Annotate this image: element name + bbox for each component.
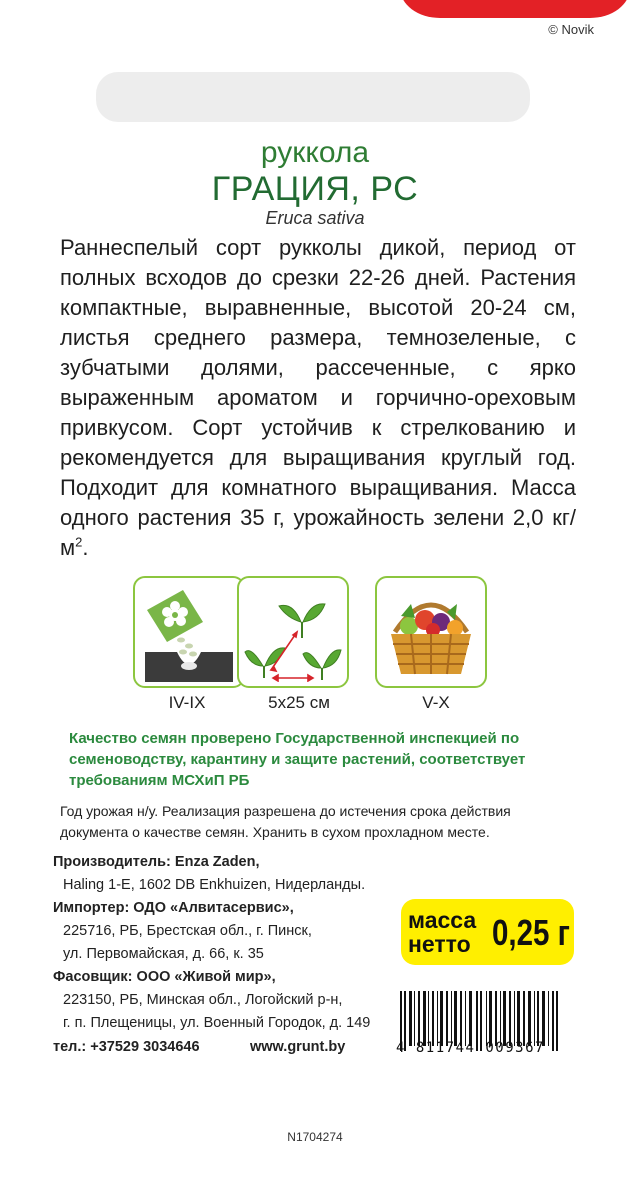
product-type: руккола <box>260 136 370 169</box>
harvest-note: Год урожая н/у. Реализация разрешена до истечения срока действия документа о качестве семян. Хранить в сухом прохладном месте. <box>60 803 511 840</box>
importer-label: Импортер: ОДО «Алвитасервис», <box>53 900 294 916</box>
packer-address-line2: г. п. Плещеницы, ул. Военный Городок, д. 149 <box>63 1015 371 1031</box>
sowing-icon <box>133 576 245 688</box>
harvest-caption: V-X <box>422 693 450 712</box>
phone-number: тел.: +37529 3034646 <box>53 1039 200 1055</box>
batch-number: N1704274 <box>287 1130 343 1144</box>
description-text: Раннеспелый сорт рукколы дикой, период от полных всходов до срезки 22-26 дней. Растения компактные, выравненные, высотой 20-24 см, листья среднего размера, темнозеленые, с зубчатыми долями, рассеченные, с ярко выраженным ароматом и горчично-ореховым привкусом. Сорт устойчив к стрелкованию и рекомендуется для выращивания круглый год. Подходит для комнатного выращивания. Масса одного растения 35 г, урожайность зелени 2,0 кг/м <box>60 235 576 560</box>
latin-name: Eruca sativa <box>265 208 365 228</box>
description-end: . <box>82 535 89 560</box>
barcode-number: 4 811744 009367 <box>396 1040 545 1056</box>
net-mass-value: 0,25 г <box>492 912 570 953</box>
description-superscript: 2 <box>75 534 83 550</box>
product-title: ГРАЦИЯ, РС <box>211 170 419 208</box>
importer-address-line2: ул. Первомайская, д. 66, к. 35 <box>63 946 264 962</box>
quality-statement: Качество семян проверено Государственной инспекцией по семеноводству, карантину и защите растений, соответствует требованиям МСХиП РБ <box>69 730 526 789</box>
product-description <box>60 233 576 563</box>
manufacturer-info <box>53 851 393 1035</box>
importer-address-line1: 225716, РБ, Брестская обл., г. Пинск, <box>63 923 312 939</box>
label-placeholder <box>96 72 530 122</box>
decorative-red-shape <box>400 0 630 18</box>
packer-address-line1: 223150, РБ, Минская обл., Логойский р-н, <box>63 992 343 1008</box>
net-mass-label: масса нетто <box>408 907 477 957</box>
copyright: © Novik <box>548 22 594 37</box>
website: www.grunt.by <box>250 1039 346 1055</box>
spacing-caption: 5x25 см <box>268 693 330 712</box>
producer-label: Производитель: Enza Zaden, <box>53 854 260 870</box>
packer-label: Фасовщик: ООО «Живой мир», <box>53 969 276 985</box>
harvest-basket-icon <box>375 576 487 688</box>
producer-address: Haling 1-E, 1602 DB Enkhuizen, Нидерланды. <box>63 877 366 893</box>
sowing-caption: IV-IX <box>168 693 206 712</box>
spacing-icon <box>237 576 349 688</box>
